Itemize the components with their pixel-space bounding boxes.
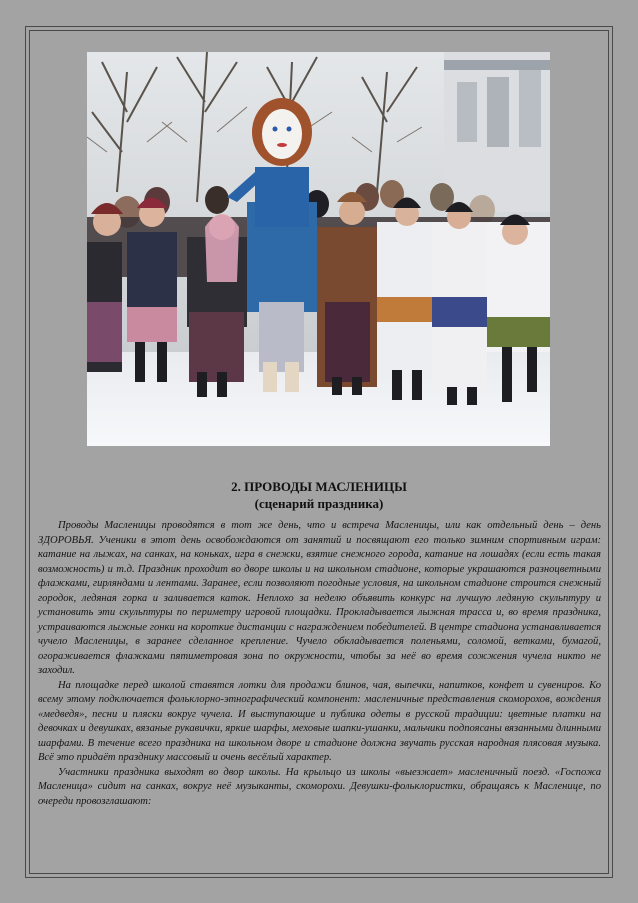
paragraph: На площадке перед школой ставятся лотки для продажи блинов, чая, выпечки, напитков, конфет и сувениров. Ко всему этому подключается фольклорно-этнографический компонент: масленичные представления скоморохов, вождения «медведя», песни и пляски вокруг чучела. И выступающие и публика одеты в русской традиции: цветные платки на девочках и девушках, вязаные рукавички, яркие шарфы, меховые шапки-ушанки, мальчики подпоясаны вязанными длинными шарфами. В течение всего праздника на школьном дворе и стадионе должна звучать русская народная плясовая музыка. Всё это придаёт празднику массовый и очень весёлый характер. <box>38 679 601 763</box>
festival-photo <box>87 52 550 446</box>
paragraph: Проводы Масленицы проводятся в тот же день, что и встреча Масленицы, или как отдельный день – день ЗДОРОВЬЯ. Ученики в этот день освобождаются от занятий и посвящают его только зимним спортивным играм: катание на лыжах, на санках, на коньках, игра в снежки, взятие снежного города, катание на лошадях (если есть такая возможность) и т.д. Праздник проходит во дворе школы и на школьном стадионе, которые украшаются разноцветными флажками, гирляндами и лентами. Заранее, если позволяют погодные условия, на школьном стадионе строится снежный городок, ледяная горка и заливается каток. Неплохо за неделю объявить конкурс на лучшую ледяную скульптуру и установить эти скульптуры по периметру игровой площадки. Прокладывается лыжная трасса и, во время праздника, устраиваются лыжные гонки на короткие дистанции с награждением победителей. В центре стадиона устанавливается чучело Масленицы, в заранее сделанное крепление. Чучело обкладывается поленьями, соломой, ветками, бумагой, огораживается флажками пятиметровая зона по окружности, чтобы за неё во время сожжения чучела никто не заходил. <box>38 520 601 676</box>
paragraph: Участники праздника выходят во двор школы. На крыльцо из школы «выезжает» масленичный поезд. «Госпожа Масленица» сидит на санках, вокруг неё музыканты, скоморохи. Девушки-фольклористки, обращаясь к Масленице, по очереди провозглашают: <box>38 766 601 807</box>
document-subtitle: (сценарий праздника) <box>254 496 384 511</box>
document-title: 2. ПРОВОДЫ МАСЛЕНИЦЫ <box>231 479 407 494</box>
document-body <box>38 519 601 809</box>
